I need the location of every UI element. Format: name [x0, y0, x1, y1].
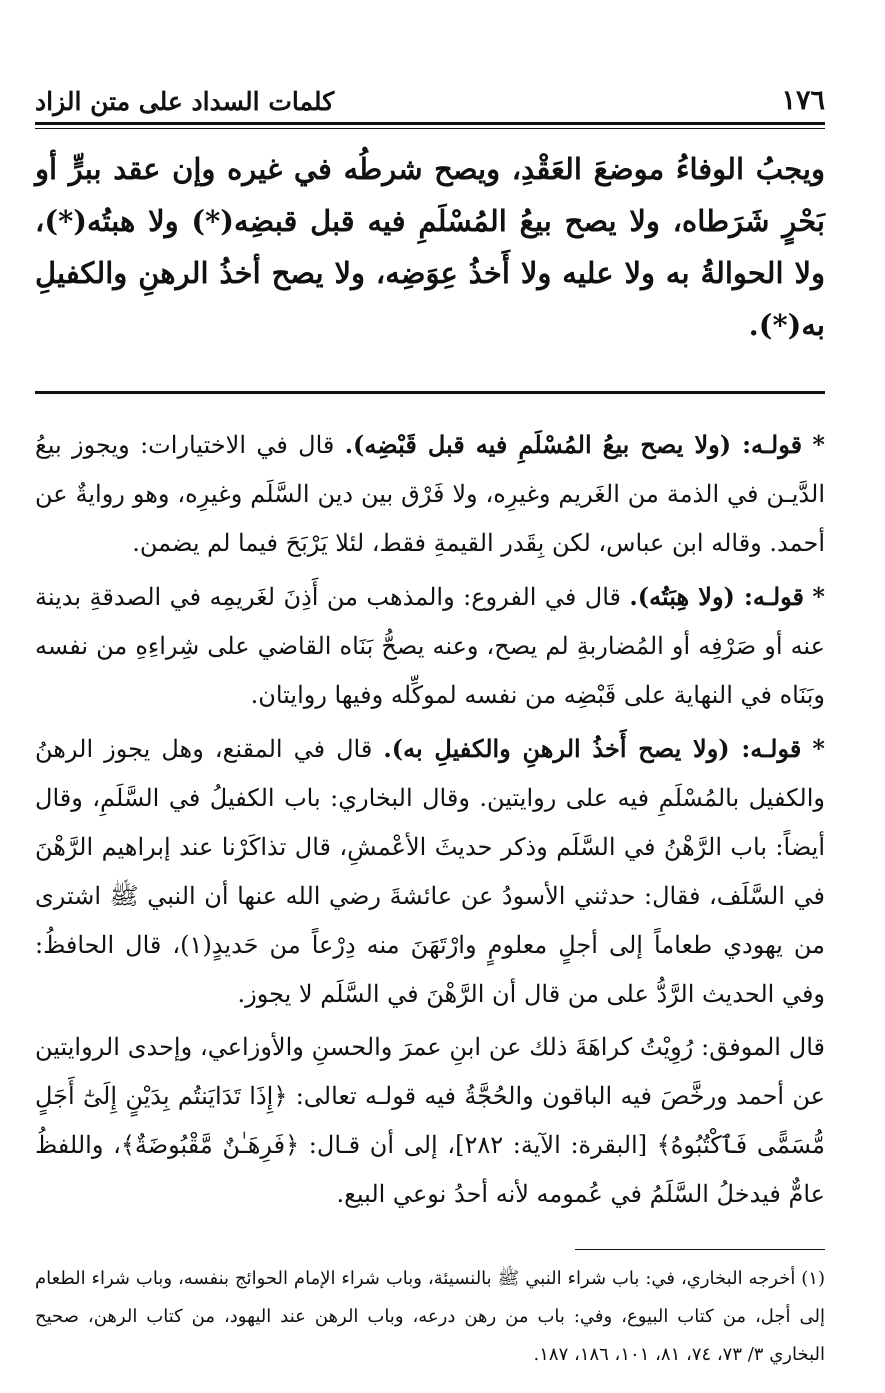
- running-title: كلمات السداد على متن الزاد: [35, 87, 335, 116]
- commentary: [35, 420, 825, 1219]
- commentary-body: قال في الاختيارات: ويجوز بيعُ الدَّيـن في الذمة من الغَريم وغيرِه، ولا فَرْق بين دين السَّلَم وغيرِه، وهو روايةٌ عن أحمد. وقاله ابن عباس، لكن بِقَدر القيمةِ فقط، لئلا يَرْبَحَ فيما لم يضمن.: [35, 431, 825, 557]
- quoted-lemma: قولـه: (ولا يصح أَخذُ الرهنِ والكفيلِ به).: [383, 734, 802, 763]
- quoted-lemma: قولـه: (ولا يصح بيعُ المُسْلَمِ فيه قبل قَبْضِه).: [344, 430, 803, 459]
- section-divider: [35, 391, 825, 394]
- matn-text: ويجبُ الوفاءُ موضعَ العَقْدِ، ويصح شرطُه في غيره وإن عقد ببرٍّ أو بَحْرٍ شَرَطاه، ولا يصح بيعُ المُسْلَمِ فيه قبل قبضِه(*) ولا هبتُه(*)، ولا الحوالةُ به ولا عليه ولا أَخذُ عِوَضِه، ولا يصح أخذُ الرهنِ والكفيلِ به(*).: [35, 152, 825, 342]
- book-page: [35, 70, 825, 1392]
- commentary-body: قال في الفروع: والمذهب من أَذِنَ لغَريمِه في الصدقةِ بدينة عنه أو صَرْفِه أو المُضاربةِ لم يصح، وعنه يصحُّ بَنَاه القاضي على شِراءِهِ من نفسه وبَنَاه في النهاية على قَبْضِه من نفسه لموكِّله وفيها روايتان.: [35, 583, 825, 709]
- quoted-lemma: قولـه: (ولا هِبَتُه).: [629, 582, 804, 611]
- header-rule-thin: [35, 128, 825, 129]
- star-marker: *: [812, 582, 825, 611]
- commentary-paragraph: [35, 724, 825, 1019]
- page-header: [35, 70, 825, 116]
- commentary-paragraph: [35, 420, 825, 568]
- header-rule: [35, 122, 825, 125]
- commentary-body: قال في المقنع، وهل يجوز الرهنُ والكفيل بالمُسْلَمِ فيه على روايتين. وقال البخاري: باب الكفيلُ في السَّلَمِ، وقال أيضاً: باب الرَّهْنُ في السَّلَم وذكر حديثَ الأعْمشِ، قال تذاكَرْنا عند إبراهيم الرَّهْنَ في السَّلَف، فقال: حدثني الأسودُ عن عائشةَ رضي الله عنها أن النبي ﷺ اشترى من يهودي طعاماً إلى أجلٍ معلومٍ وارْتَهَنَ منه دِرْعاً من حَديدٍ(١)، قال الحافظُ: وفي الحديث الرَّدُّ على من قال أن الرَّهْنَ في السَّلَم لا يجوز.: [35, 735, 825, 1008]
- footnote: (١) أخرجه البخاري، في: باب شراء النبي ﷺ بالنسيئة، وباب شراء الإمام الحوائج بنفسه، وباب شراء الطعام إلى أجل، من كتاب البيوع، وفي: باب من رهن درعه، وباب الرهن عند اليهود، من كتاب الرهن، صحيح البخاري ٣/ ٧٣، ٧٤، ٨١، ١٠١، ١٨٦، ١٨٧.: [35, 1268, 825, 1365]
- commentary-paragraph: [35, 572, 825, 720]
- footnote-rule: [575, 1249, 825, 1250]
- commentary-paragraph: قال الموفق: رُوِيْتُ كراهَةَ ذلك عن ابنِ عمرَ والحسنِ والأوزاعي، وإحدى الروايتين عن أحمد ورخَّصَ فيه الباقون والحُجَّةُ فيه قولـه تعالى: ﴿إِذَا تَدَايَنتُم بِدَيْنٍ إِلَىٰٓ أَجَلٍ مُّسَمًّى فَٱكْتُبُوهُ﴾ [البقرة: الآية: ٢٨٢]، إلى أن قـال: ﴿فَرِهَـٰنٌ مَّقْبُوضَةٌ﴾، واللفظُ عامٌّ فيدخلُ السَّلَمُ في عُمومه لأنه أحدُ نوعي البيع.: [35, 1033, 825, 1208]
- star-marker: *: [812, 430, 825, 459]
- star-marker: *: [812, 734, 825, 763]
- page-number: ١٧٦: [781, 85, 825, 116]
